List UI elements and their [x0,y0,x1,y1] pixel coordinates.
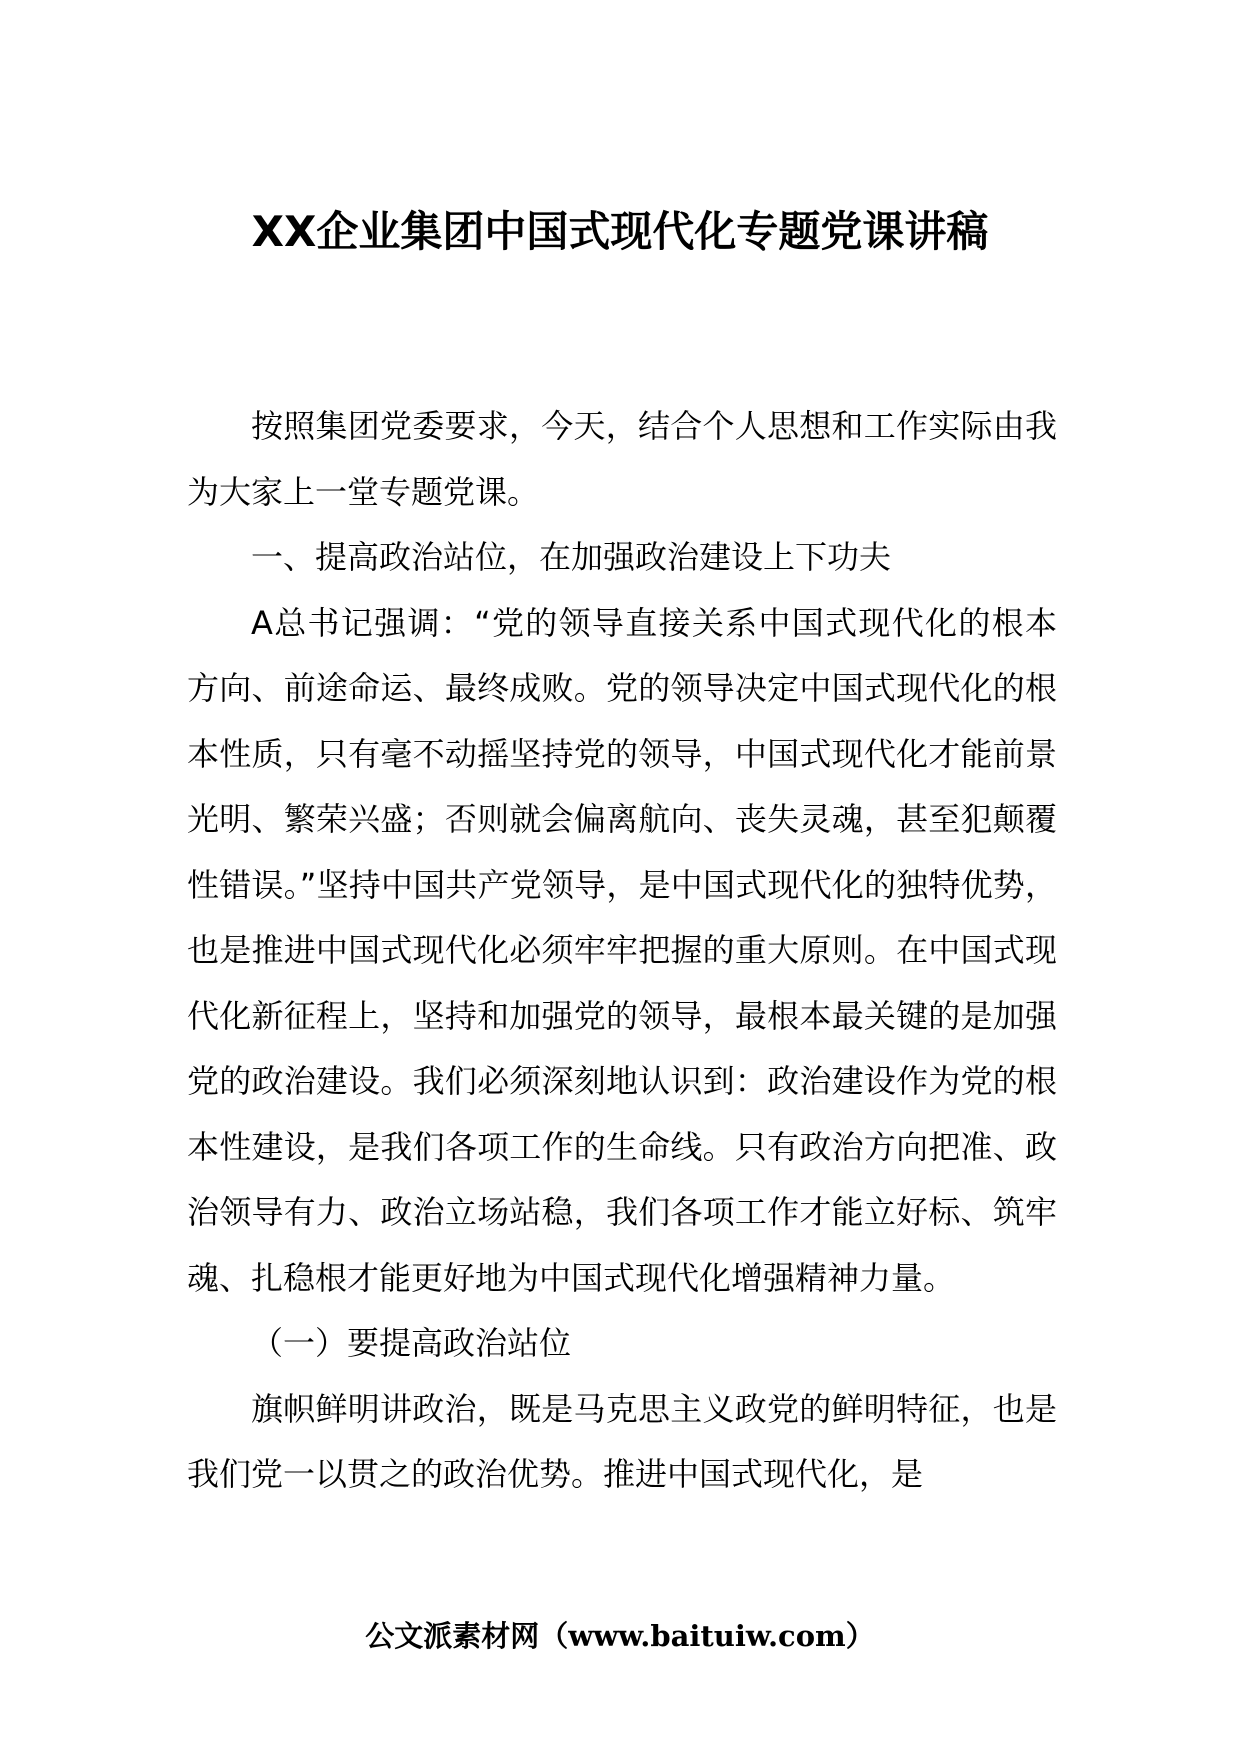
source-footer: 公文派素材网（www.baituiw.com） [365,1619,875,1653]
section-heading-1: 一、提高政治站位，在加强政治建设上下功夫 [251,538,892,576]
body-paragraph-2: 旗帜鲜明讲政治，既是马克思主义政党的鲜明特征，也是我们党一以贯之的政治优势。推进中国式现代化，是 [187,1389,1057,1493]
subsection-heading-1: （一）要提高政治站位 [251,1324,572,1362]
body-paragraph-1: A总书记强调：“党的领导直接关系中国式现代化的根本方向、前途命运、最终成败。党的领导决定中国式现代化的根本性质，只有毫不动摇坚持党的领导，中国式现代化才能前景光明、繁荣兴盛；否则就会偏离航向、丧失灵魂，甚至犯颠覆性错误。”坚持中国共产党领导，是中国式现代化的独特优势，也是推进中国式现代化必须牢牢把握的重大原则。在中国式现代化新征程上，坚持和加强党的领导，最根本最关键的是加强党的政治建设。我们必须深刻地认识到：政治建设作为党的根本性建设，是我们各项工作的生命线。只有政治方向把准、政治领导有力、政治立场站稳，我们各项工作才能立好标、筑牢魂、扎稳根才能更好地为中国式现代化增强精神力量。 [187,603,1057,1297]
intro-paragraph: 按照集团党委要求，今天，结合个人思想和工作实际由我为大家上一堂专题党课。 [187,407,1057,511]
document-body [187,394,1057,1508]
document-title: XX企业集团中国式现代化专题党课讲稿 [251,207,989,256]
